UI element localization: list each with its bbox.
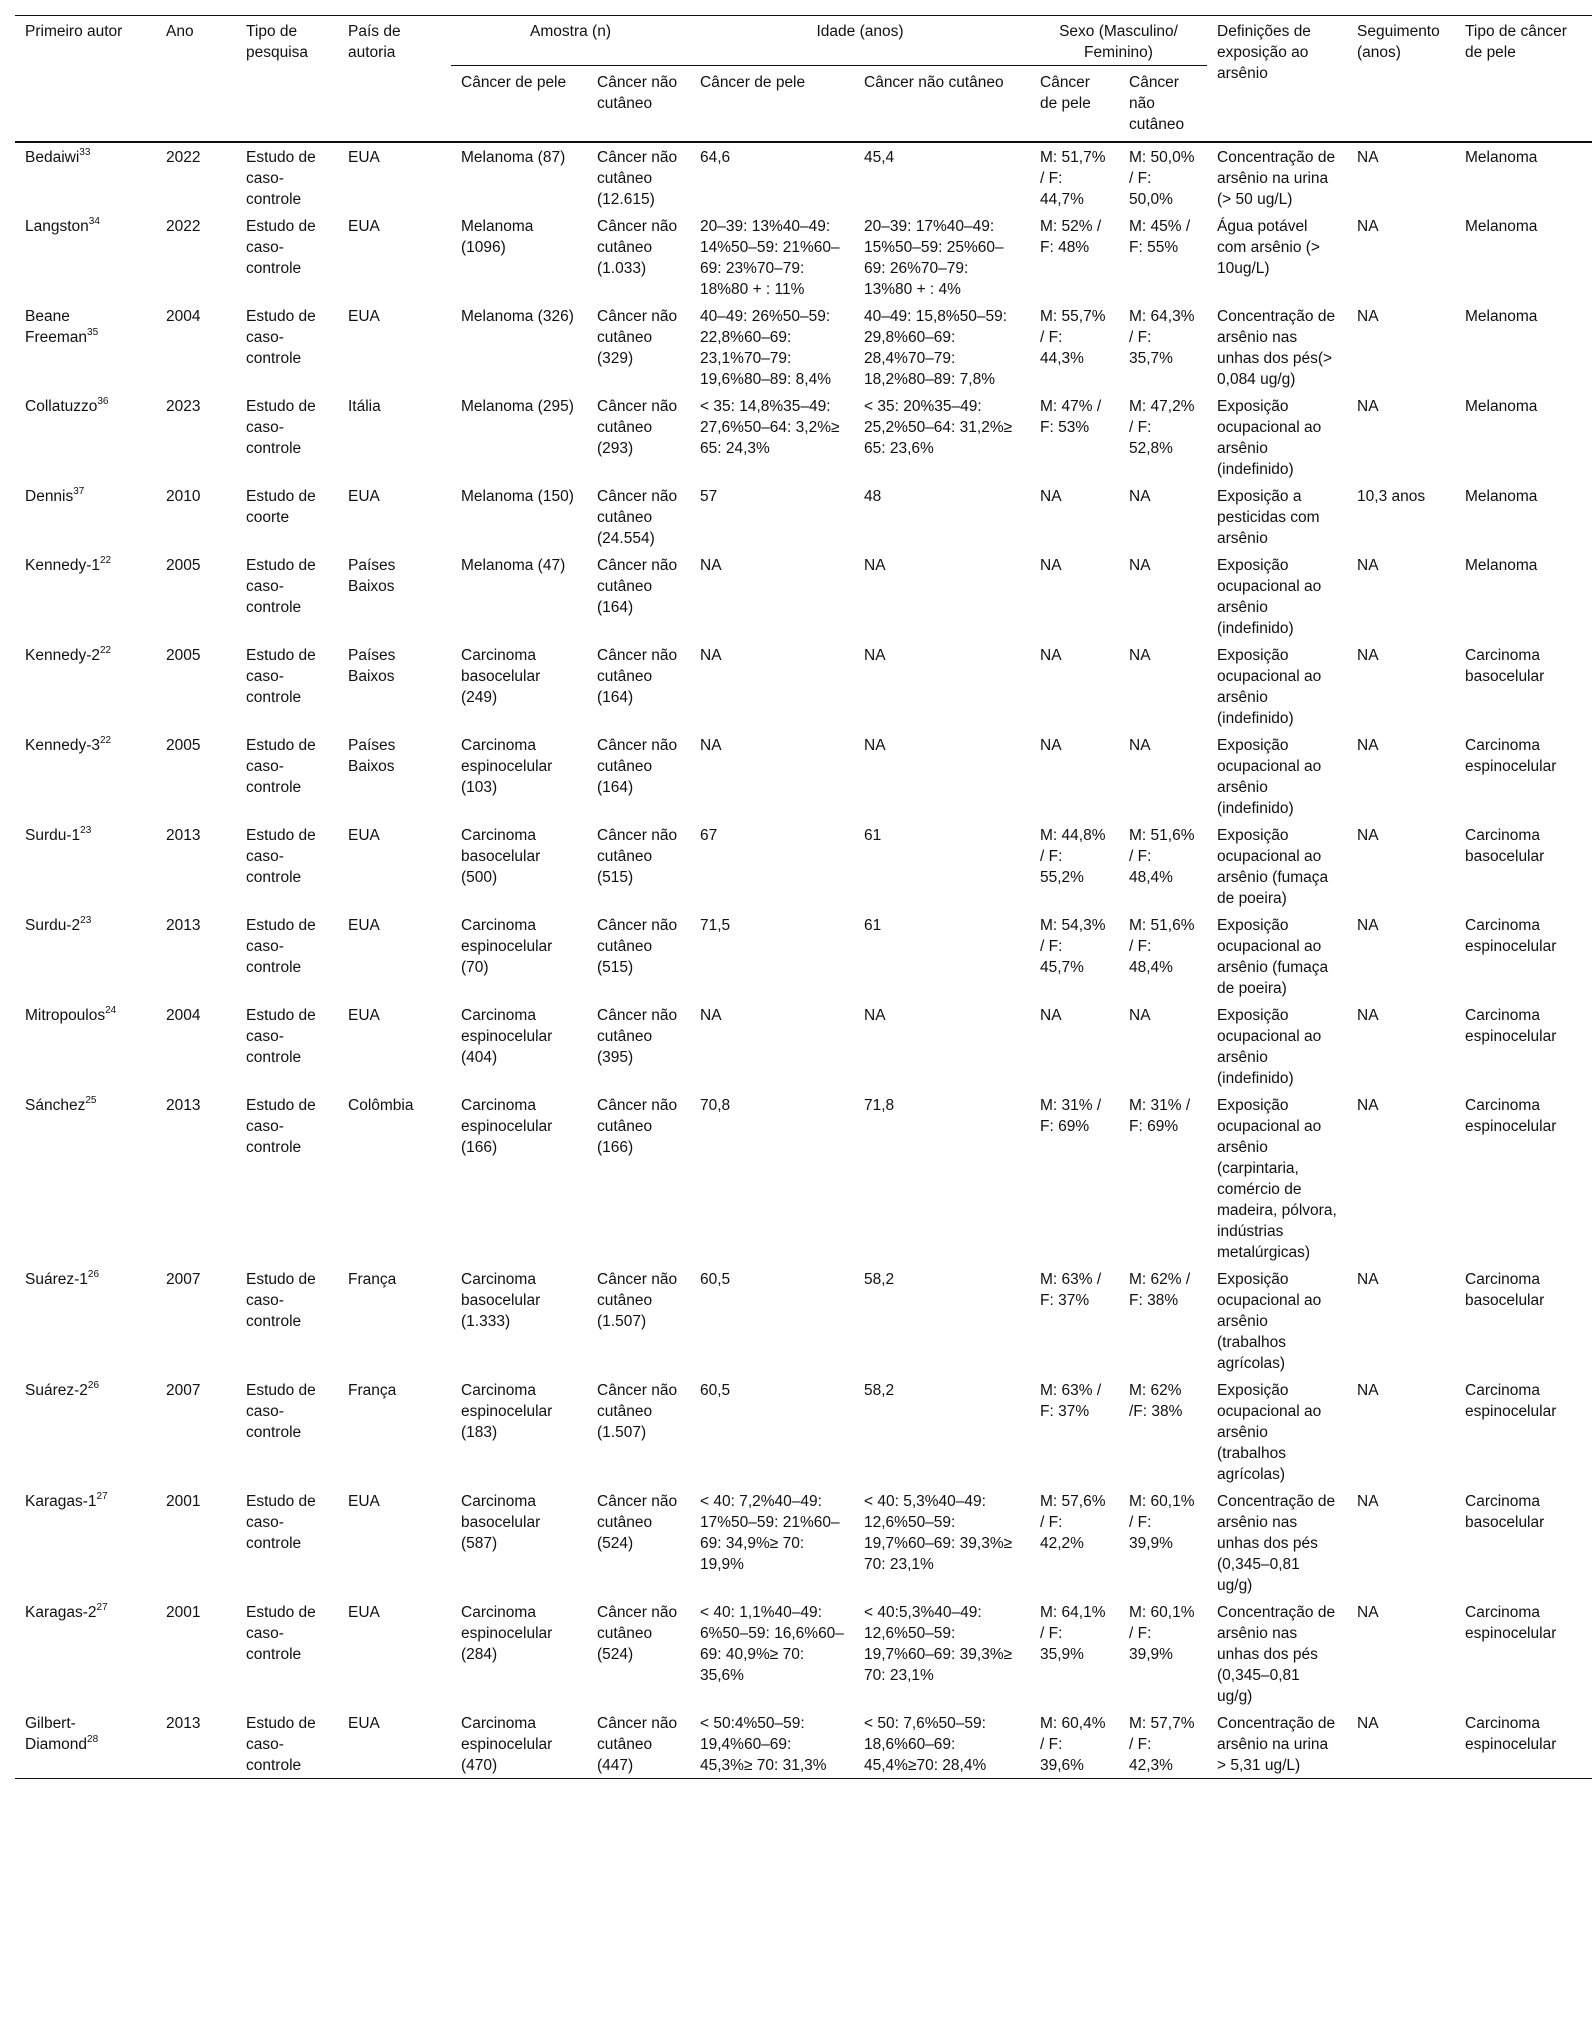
sample-skin-cell: Melanoma (1096) (461, 218, 534, 256)
age-skin-cell: 60,5 (700, 1382, 731, 1399)
subheader-sex-skin: Câncer de pele (1040, 74, 1091, 112)
age-skin-cell: 71,5 (700, 917, 731, 934)
sample-skin-cell: Carcinoma basocelular (1.333) (461, 1271, 541, 1330)
country-cell: França (348, 1271, 397, 1288)
country-cell: EUA (348, 218, 380, 235)
author-name: Surdu-1 (25, 827, 81, 844)
table-row (15, 392, 1592, 482)
age-skin-cell: NA (700, 557, 722, 574)
sex-nonskin-cell: M: 57,7% / F: 42,3% (1119, 1709, 1207, 1779)
exposure-cell: Concentração de arsênio na urina (> 50 ug/L) (1217, 149, 1336, 208)
author-name: Langston (25, 218, 89, 235)
sex-skin-cell: NA (1040, 647, 1062, 664)
year-cell: 2010 (166, 488, 201, 505)
year-cell: 2007 (166, 1382, 201, 1399)
age-nonskin-cell: NA (864, 647, 886, 664)
sex-nonskin-cell: M: 60,1% / F: 39,9% (1129, 1604, 1195, 1663)
header-followup: Seguimento (anos) (1357, 23, 1440, 61)
author-cell (15, 482, 156, 551)
sex-skin-cell: M: 60,4% / F: 39,6% (1030, 1709, 1119, 1779)
sex-skin-cell: NA (1040, 1007, 1062, 1024)
year-cell: 2013 (166, 917, 201, 934)
author-name: Suárez-1 (25, 1271, 88, 1288)
reference-number: 36 (97, 395, 109, 407)
author-cell (15, 212, 156, 302)
sample-skin-cell: Carcinoma espinocelular (284) (461, 1604, 553, 1663)
sample-nonskin-cell: Câncer não cutâneo (329) (597, 308, 678, 367)
research-type-cell: Estudo de caso-controle (246, 398, 316, 457)
age-skin-cell: 67 (700, 827, 718, 844)
age-nonskin-cell: 61 (864, 827, 882, 844)
sex-nonskin-cell: M: 51,6% / F: 48,4% (1129, 917, 1195, 976)
author-name: Kennedy-1 (25, 557, 100, 574)
header-cancer-type: Tipo de câncer de pele (1465, 23, 1567, 61)
author-cell (15, 392, 156, 482)
header-age: Idade (anos) (690, 16, 1030, 66)
table-header (15, 16, 1592, 143)
cancer-type-cell: Carcinoma espinocelular (1465, 917, 1557, 955)
year-cell: 2001 (166, 1493, 201, 1510)
followup-cell: NA (1357, 1097, 1379, 1114)
author-cell (15, 142, 156, 212)
author-name: Kennedy-3 (25, 737, 100, 754)
header-sex: Sexo (Masculino/ Feminino) (1030, 16, 1207, 66)
country-cell: EUA (348, 827, 380, 844)
sample-nonskin-cell: Câncer não cutâneo (164) (597, 647, 678, 706)
author-cell (15, 1487, 156, 1598)
country-cell: EUA (348, 308, 380, 325)
table-body (15, 142, 1592, 1779)
author-cell (15, 1265, 156, 1376)
sample-skin-cell: Carcinoma espinocelular (183) (461, 1382, 553, 1441)
cancer-type-cell: Melanoma (1465, 398, 1538, 415)
author-cell (15, 551, 156, 641)
sample-skin-cell: Melanoma (47) (461, 557, 566, 574)
table-row (15, 1487, 1592, 1598)
sample-nonskin-cell: Câncer não cutâneo (164) (597, 557, 678, 616)
reference-number: 34 (88, 215, 100, 227)
research-type-cell: Estudo de caso-controle (246, 218, 316, 277)
cancer-type-cell: Melanoma (1465, 488, 1538, 505)
age-nonskin-cell: 48 (864, 488, 882, 505)
sample-skin-cell: Carcinoma basocelular (500) (461, 827, 541, 886)
table-row (15, 302, 1592, 392)
age-skin-cell: < 35: 14,8%35–49: 27,6%50–64: 3,2%≥ 65: 24,3% (700, 398, 840, 457)
age-nonskin-cell: NA (864, 557, 886, 574)
subheader-sex-nonskin: Câncer não cutâneo (1129, 74, 1185, 133)
exposure-cell: Exposição ocupacional ao arsênio (trabalhos agrícolas) (1217, 1382, 1322, 1483)
age-nonskin-cell: 71,8 (864, 1097, 895, 1114)
sex-skin-cell: M: 31% / F: 69% (1040, 1097, 1102, 1135)
age-skin-cell: 64,6 (700, 149, 731, 166)
cancer-type-cell: Carcinoma espinocelular (1465, 1382, 1557, 1420)
research-type-cell: Estudo de caso-controle (246, 917, 316, 976)
sex-nonskin-cell: NA (1129, 1007, 1151, 1024)
research-type-cell: Estudo de caso-controle (246, 1382, 316, 1441)
exposure-cell: Exposição ocupacional ao arsênio (indefinido) (1217, 557, 1322, 637)
age-skin-cell: 60,5 (700, 1271, 731, 1288)
research-type-cell: Estudo de caso-controle (246, 149, 316, 208)
sex-nonskin-cell: M: 31% / F: 69% (1129, 1097, 1191, 1135)
exposure-cell: Concentração de arsênio nas unhas dos pés(> 0,084 ug/g) (1217, 308, 1336, 388)
followup-cell: NA (1357, 737, 1379, 754)
age-skin-cell: NA (700, 647, 722, 664)
reference-number: 23 (80, 914, 92, 926)
age-nonskin-cell: 58,2 (864, 1382, 895, 1399)
followup-cell: NA (1357, 827, 1379, 844)
sample-nonskin-cell: Câncer não cutâneo (515) (597, 827, 678, 886)
country-cell: Colômbia (348, 1097, 414, 1114)
exposure-cell: Exposição a pesticidas com arsênio (1217, 488, 1320, 547)
research-type-cell: Estudo de coorte (246, 488, 316, 526)
country-cell: França (348, 1382, 397, 1399)
age-skin-cell: NA (700, 1007, 722, 1024)
followup-cell: NA (1357, 647, 1379, 664)
table-row (15, 1265, 1592, 1376)
reference-number: 22 (99, 644, 112, 656)
year-cell: 2005 (166, 557, 201, 574)
exposure-cell: Exposição ocupacional ao arsênio (indefinido) (1217, 737, 1322, 817)
sex-nonskin-cell: M: 47,2% / F: 52,8% (1129, 398, 1195, 457)
research-type-cell: Estudo de caso-controle (246, 1271, 316, 1330)
subheader-age-skin: Câncer de pele (700, 74, 806, 91)
research-type-cell: Estudo de caso-controle (246, 1604, 316, 1663)
cancer-type-cell: Carcinoma espinocelular (1465, 1007, 1557, 1045)
header-year: Ano (166, 23, 194, 40)
age-skin-cell: 70,8 (700, 1097, 731, 1114)
reference-number: 22 (99, 734, 112, 746)
year-cell: 2022 (166, 149, 201, 166)
age-skin-cell: 57 (700, 488, 718, 505)
author-cell (15, 731, 156, 821)
sex-nonskin-cell: NA (1129, 647, 1151, 664)
age-nonskin-cell: 58,2 (864, 1271, 895, 1288)
sex-nonskin-cell: NA (1129, 737, 1151, 754)
sex-skin-cell: M: 55,7% / F: 44,3% (1040, 308, 1106, 367)
age-nonskin-cell: < 35: 20%35–49: 25,2%50–64: 31,2%≥ 65: 23,6% (864, 398, 1013, 457)
age-skin-cell: < 40: 7,2%40–49: 17%50–59: 21%60–69: 34,9%≥ 70: 19,9% (700, 1493, 840, 1573)
author-cell (15, 302, 156, 392)
sample-nonskin-cell: Câncer não cutâneo (1.033) (597, 218, 678, 277)
author-cell (15, 641, 156, 731)
author-name: Bedaiwi (25, 149, 80, 166)
followup-cell: NA (1357, 398, 1379, 415)
table-row (15, 551, 1592, 641)
sample-skin-cell: Melanoma (87) (461, 149, 566, 166)
reference-number: 37 (73, 485, 85, 497)
exposure-cell: Exposição ocupacional ao arsênio (indefinido) (1217, 647, 1322, 727)
research-type-cell: Estudo de caso-controle (246, 308, 316, 367)
author-name: Beane Freeman (25, 308, 88, 346)
table-row (15, 731, 1592, 821)
author-name: Dennis (25, 488, 74, 505)
author-name: Mitropoulos (25, 1007, 106, 1024)
year-cell: 2022 (166, 218, 201, 235)
author-name: Gilbert-Diamond (25, 1715, 88, 1753)
sex-skin-cell: NA (1040, 557, 1062, 574)
country-cell: Países Baixos (348, 737, 396, 775)
table-row (15, 1001, 1592, 1091)
table-row (15, 142, 1592, 212)
sample-nonskin-cell: Câncer não cutâneo (293) (597, 398, 678, 457)
sample-skin-cell: Carcinoma espinocelular (166) (461, 1097, 553, 1156)
followup-cell: NA (1357, 917, 1379, 934)
table-row (15, 821, 1592, 911)
author-cell (15, 1709, 156, 1779)
country-cell: EUA (338, 1709, 451, 1779)
age-skin-cell: NA (700, 737, 722, 754)
sex-nonskin-cell: M: 62% / F: 38% (1129, 1271, 1191, 1309)
followup-cell: NA (1357, 1382, 1379, 1399)
table-row (15, 641, 1592, 731)
sex-skin-cell: M: 54,3% / F: 45,7% (1040, 917, 1106, 976)
exposure-cell: Concentração de arsênio nas unhas dos pés (0,345–0,81 ug/g) (1217, 1493, 1336, 1594)
table-row (15, 212, 1592, 302)
followup-cell: NA (1357, 1007, 1379, 1024)
author-name: Surdu-2 (25, 917, 81, 934)
reference-number: 22 (99, 554, 112, 566)
followup-cell: NA (1357, 1271, 1379, 1288)
sex-nonskin-cell: NA (1129, 488, 1151, 505)
cancer-type-cell: Carcinoma espinocelular (1465, 1097, 1557, 1135)
exposure-cell: Exposição ocupacional ao arsênio (indefinido) (1217, 398, 1322, 478)
cancer-type-cell: Carcinoma espinocelular (1465, 737, 1557, 775)
table-row (15, 1376, 1592, 1487)
country-cell: Países Baixos (348, 557, 396, 595)
reference-number: 26 (87, 1268, 100, 1280)
header-first-author: Primeiro autor (25, 23, 123, 40)
year-cell: 2013 (156, 1709, 236, 1779)
subheader-sample-skin: Câncer de pele (461, 74, 567, 91)
research-type-cell: Estudo de caso-controle (246, 737, 316, 796)
country-cell: EUA (348, 1007, 380, 1024)
followup-cell: NA (1357, 218, 1379, 235)
age-nonskin-cell: NA (864, 737, 886, 754)
table-row (15, 1598, 1592, 1709)
year-cell: 2013 (166, 827, 201, 844)
age-skin-cell: 40–49: 26%50–59: 22,8%60–69: 23,1%70–79: 19,6%80–89: 8,4% (700, 308, 831, 388)
research-type-cell: Estudo de caso-controle (236, 1709, 338, 1779)
research-type-cell: Estudo de caso-controle (246, 1097, 316, 1156)
reference-number: 26 (87, 1379, 100, 1391)
author-name: Suárez-2 (25, 1382, 88, 1399)
year-cell: 2007 (166, 1271, 201, 1288)
author-cell (15, 821, 156, 911)
sample-skin-cell: Carcinoma espinocelular (404) (461, 1007, 553, 1066)
header-research-type: Tipo de pesquisa (246, 23, 309, 61)
subheader-sample-nonskin: Câncer não cutâneo (597, 74, 678, 112)
followup-cell: NA (1357, 1493, 1379, 1510)
cancer-type-cell: Melanoma (1465, 557, 1538, 574)
header-sample: Amostra (n) (451, 16, 690, 66)
table-row (15, 1091, 1592, 1265)
cancer-type-cell: Carcinoma basocelular (1465, 1493, 1545, 1531)
exposure-cell: Exposição ocupacional ao arsênio (fumaça de poeira) (1217, 827, 1329, 907)
sex-nonskin-cell: M: 60,1% / F: 39,9% (1129, 1493, 1195, 1552)
age-nonskin-cell: 45,4 (864, 149, 895, 166)
age-nonskin-cell: NA (864, 1007, 886, 1024)
research-type-cell: Estudo de caso-controle (246, 827, 316, 886)
sample-skin-cell: Melanoma (150) (461, 488, 574, 505)
age-nonskin-cell: < 40: 5,3%40–49: 12,6%50–59: 19,7%60–69: 39,3%≥ 70: 23,1% (864, 1493, 1013, 1573)
research-type-cell: Estudo de caso-controle (246, 1493, 316, 1552)
author-cell (15, 1598, 156, 1709)
country-cell: EUA (348, 488, 380, 505)
sex-skin-cell: M: 52% / F: 48% (1040, 218, 1102, 256)
exposure-cell: Exposição ocupacional ao arsênio (trabalhos agrícolas) (1217, 1271, 1322, 1372)
age-skin-cell: < 40: 1,1%40–49: 6%50–59: 16,6%60–69: 40,9%≥ 70: 35,6% (700, 1604, 844, 1684)
sample-skin-cell: Carcinoma basocelular (249) (461, 647, 541, 706)
sex-skin-cell: M: 57,6% / F: 42,2% (1040, 1493, 1106, 1552)
age-nonskin-cell: < 50: 7,6%50–59: 18,6%60–69: 45,4%≥70: 28,4% (854, 1709, 1030, 1779)
research-type-cell: Estudo de caso-controle (246, 1007, 316, 1066)
sex-nonskin-cell: M: 51,6% / F: 48,4% (1129, 827, 1195, 886)
age-nonskin-cell: 61 (864, 917, 882, 934)
research-type-cell: Estudo de caso-controle (246, 647, 316, 706)
exposure-cell: Água potável com arsênio (> 10ug/L) (1217, 218, 1320, 277)
followup-cell: NA (1357, 557, 1379, 574)
sex-skin-cell: M: 63% / F: 37% (1040, 1382, 1102, 1420)
cancer-type-cell: Carcinoma espinocelular (1455, 1709, 1592, 1779)
sex-nonskin-cell: M: 50,0% / F: 50,0% (1129, 149, 1195, 208)
sex-nonskin-cell: M: 62% /F: 38% (1129, 1382, 1183, 1420)
cancer-type-cell: Carcinoma basocelular (1465, 827, 1545, 865)
exposure-cell: Exposição ocupacional ao arsênio (indefinido) (1217, 1007, 1322, 1087)
study-characteristics-table (15, 15, 1592, 1779)
country-cell: EUA (348, 149, 380, 166)
sex-nonskin-cell: M: 45% / F: 55% (1129, 218, 1191, 256)
sample-nonskin-cell: Câncer não cutâneo (24.554) (597, 488, 678, 547)
sample-nonskin-cell: Câncer não cutâneo (524) (597, 1604, 678, 1663)
sample-nonskin-cell: Câncer não cutâneo (164) (597, 737, 678, 796)
sample-nonskin-cell: Câncer não cutâneo (524) (597, 1493, 678, 1552)
header-country: País de autoria (348, 23, 401, 61)
exposure-cell: Exposição ocupacional ao arsênio (carpintaria, comércio de madeira, pólvora, indústrias metalúrgicas) (1217, 1097, 1337, 1261)
sample-nonskin-cell: Câncer não cutâneo (1.507) (597, 1271, 678, 1330)
table-row (15, 482, 1592, 551)
sample-skin-cell: Melanoma (295) (461, 398, 574, 415)
reference-number: 27 (96, 1601, 108, 1613)
sample-nonskin-cell: Câncer não cutâneo (1.507) (597, 1382, 678, 1441)
author-name: Karagas-2 (25, 1604, 97, 1621)
reference-number: 27 (96, 1490, 108, 1502)
author-name: Sánchez (25, 1097, 86, 1114)
age-skin-cell: 20–39: 13%40–49: 14%50–59: 21%60–69: 23%70–79: 18%80 + : 11% (700, 218, 840, 298)
country-cell: Itália (348, 398, 381, 415)
year-cell: 2004 (166, 308, 201, 325)
year-cell: 2001 (166, 1604, 201, 1621)
reference-number: 28 (87, 1733, 99, 1745)
year-cell: 2013 (166, 1097, 201, 1114)
exposure-cell: Concentração de arsênio nas unhas dos pés (0,345–0,81 ug/g) (1217, 1604, 1336, 1705)
subheader-age-nonskin: Câncer não cutâneo (864, 74, 1004, 91)
sex-skin-cell: NA (1040, 488, 1062, 505)
followup-cell: 10,3 anos (1357, 488, 1426, 505)
followup-cell: NA (1357, 308, 1379, 325)
cancer-type-cell: Melanoma (1465, 149, 1538, 166)
reference-number: 35 (87, 326, 99, 338)
country-cell: Países Baixos (348, 647, 396, 685)
reference-number: 23 (80, 824, 92, 836)
age-nonskin-cell: < 40:5,3%40–49: 12,6%50–59: 19,7%60–69: 39,3%≥ 70: 23,1% (864, 1604, 1013, 1684)
sample-nonskin-cell: Câncer não cutâneo (515) (597, 917, 678, 976)
author-name: Collatuzzo (25, 398, 98, 415)
reference-number: 33 (79, 146, 91, 158)
sex-nonskin-cell: NA (1129, 557, 1151, 574)
followup-cell: NA (1347, 1709, 1455, 1779)
sample-skin-cell: Carcinoma espinocelular (103) (461, 737, 553, 796)
reference-number: 24 (105, 1004, 117, 1016)
year-cell: 2004 (166, 1007, 201, 1024)
header-exposure: Definições de exposição ao arsênio (1217, 23, 1311, 82)
exposure-cell: Concentração de arsênio na urina > 5,31 ug/L) (1207, 1709, 1347, 1779)
year-cell: 2023 (166, 398, 201, 415)
followup-cell: NA (1357, 1604, 1379, 1621)
cancer-type-cell: Carcinoma espinocelular (1465, 1604, 1557, 1642)
sex-skin-cell: M: 64,1% / F: 35,9% (1040, 1604, 1106, 1663)
followup-cell: NA (1357, 149, 1379, 166)
sex-skin-cell: M: 51,7% / F: 44,7% (1040, 149, 1106, 208)
sample-nonskin-cell: Câncer não cutâneo (447) (587, 1709, 690, 1779)
sample-skin-cell: Carcinoma espinocelular (470) (451, 1709, 587, 1779)
sex-skin-cell: M: 44,8% / F: 55,2% (1040, 827, 1106, 886)
sex-skin-cell: NA (1040, 737, 1062, 754)
cancer-type-cell: Carcinoma basocelular (1465, 647, 1545, 685)
sex-skin-cell: M: 63% / F: 37% (1040, 1271, 1102, 1309)
cancer-type-cell: Carcinoma basocelular (1465, 1271, 1545, 1309)
author-name: Karagas-1 (25, 1493, 97, 1510)
sex-nonskin-cell: M: 64,3% / F: 35,7% (1129, 308, 1195, 367)
country-cell: EUA (348, 1604, 380, 1621)
cancer-type-cell: Melanoma (1465, 218, 1538, 235)
sample-skin-cell: Melanoma (326) (461, 308, 574, 325)
exposure-cell: Exposição ocupacional ao arsênio (fumaça de poeira) (1217, 917, 1329, 997)
year-cell: 2005 (166, 647, 201, 664)
age-nonskin-cell: 40–49: 15,8%50–59: 29,8%60–69: 28,4%70–79: 18,2%80–89: 7,8% (864, 308, 1008, 388)
sex-skin-cell: M: 47% / F: 53% (1040, 398, 1102, 436)
author-cell (15, 1001, 156, 1091)
table-row (15, 911, 1592, 1001)
age-nonskin-cell: 20–39: 17%40–49: 15%50–59: 25%60–69: 26%70–79: 13%80 + : 4% (864, 218, 1004, 298)
country-cell: EUA (348, 1493, 380, 1510)
sample-nonskin-cell: Câncer não cutâneo (12.615) (597, 149, 678, 208)
year-cell: 2005 (166, 737, 201, 754)
author-name: Kennedy-2 (25, 647, 100, 664)
reference-number: 25 (85, 1094, 97, 1106)
sample-skin-cell: Carcinoma espinocelular (70) (461, 917, 553, 976)
author-cell (15, 1376, 156, 1487)
age-skin-cell: < 50:4%50–59: 19,4%60–69: 45,3%≥ 70: 31,3% (690, 1709, 854, 1779)
cancer-type-cell: Melanoma (1465, 308, 1538, 325)
author-cell (15, 911, 156, 1001)
research-type-cell: Estudo de caso-controle (246, 557, 316, 616)
sample-nonskin-cell: Câncer não cutâneo (166) (597, 1097, 678, 1156)
sample-nonskin-cell: Câncer não cutâneo (395) (597, 1007, 678, 1066)
table-row (15, 1709, 1592, 1779)
sample-skin-cell: Carcinoma basocelular (587) (461, 1493, 541, 1552)
author-cell (15, 1091, 156, 1265)
country-cell: EUA (348, 917, 380, 934)
